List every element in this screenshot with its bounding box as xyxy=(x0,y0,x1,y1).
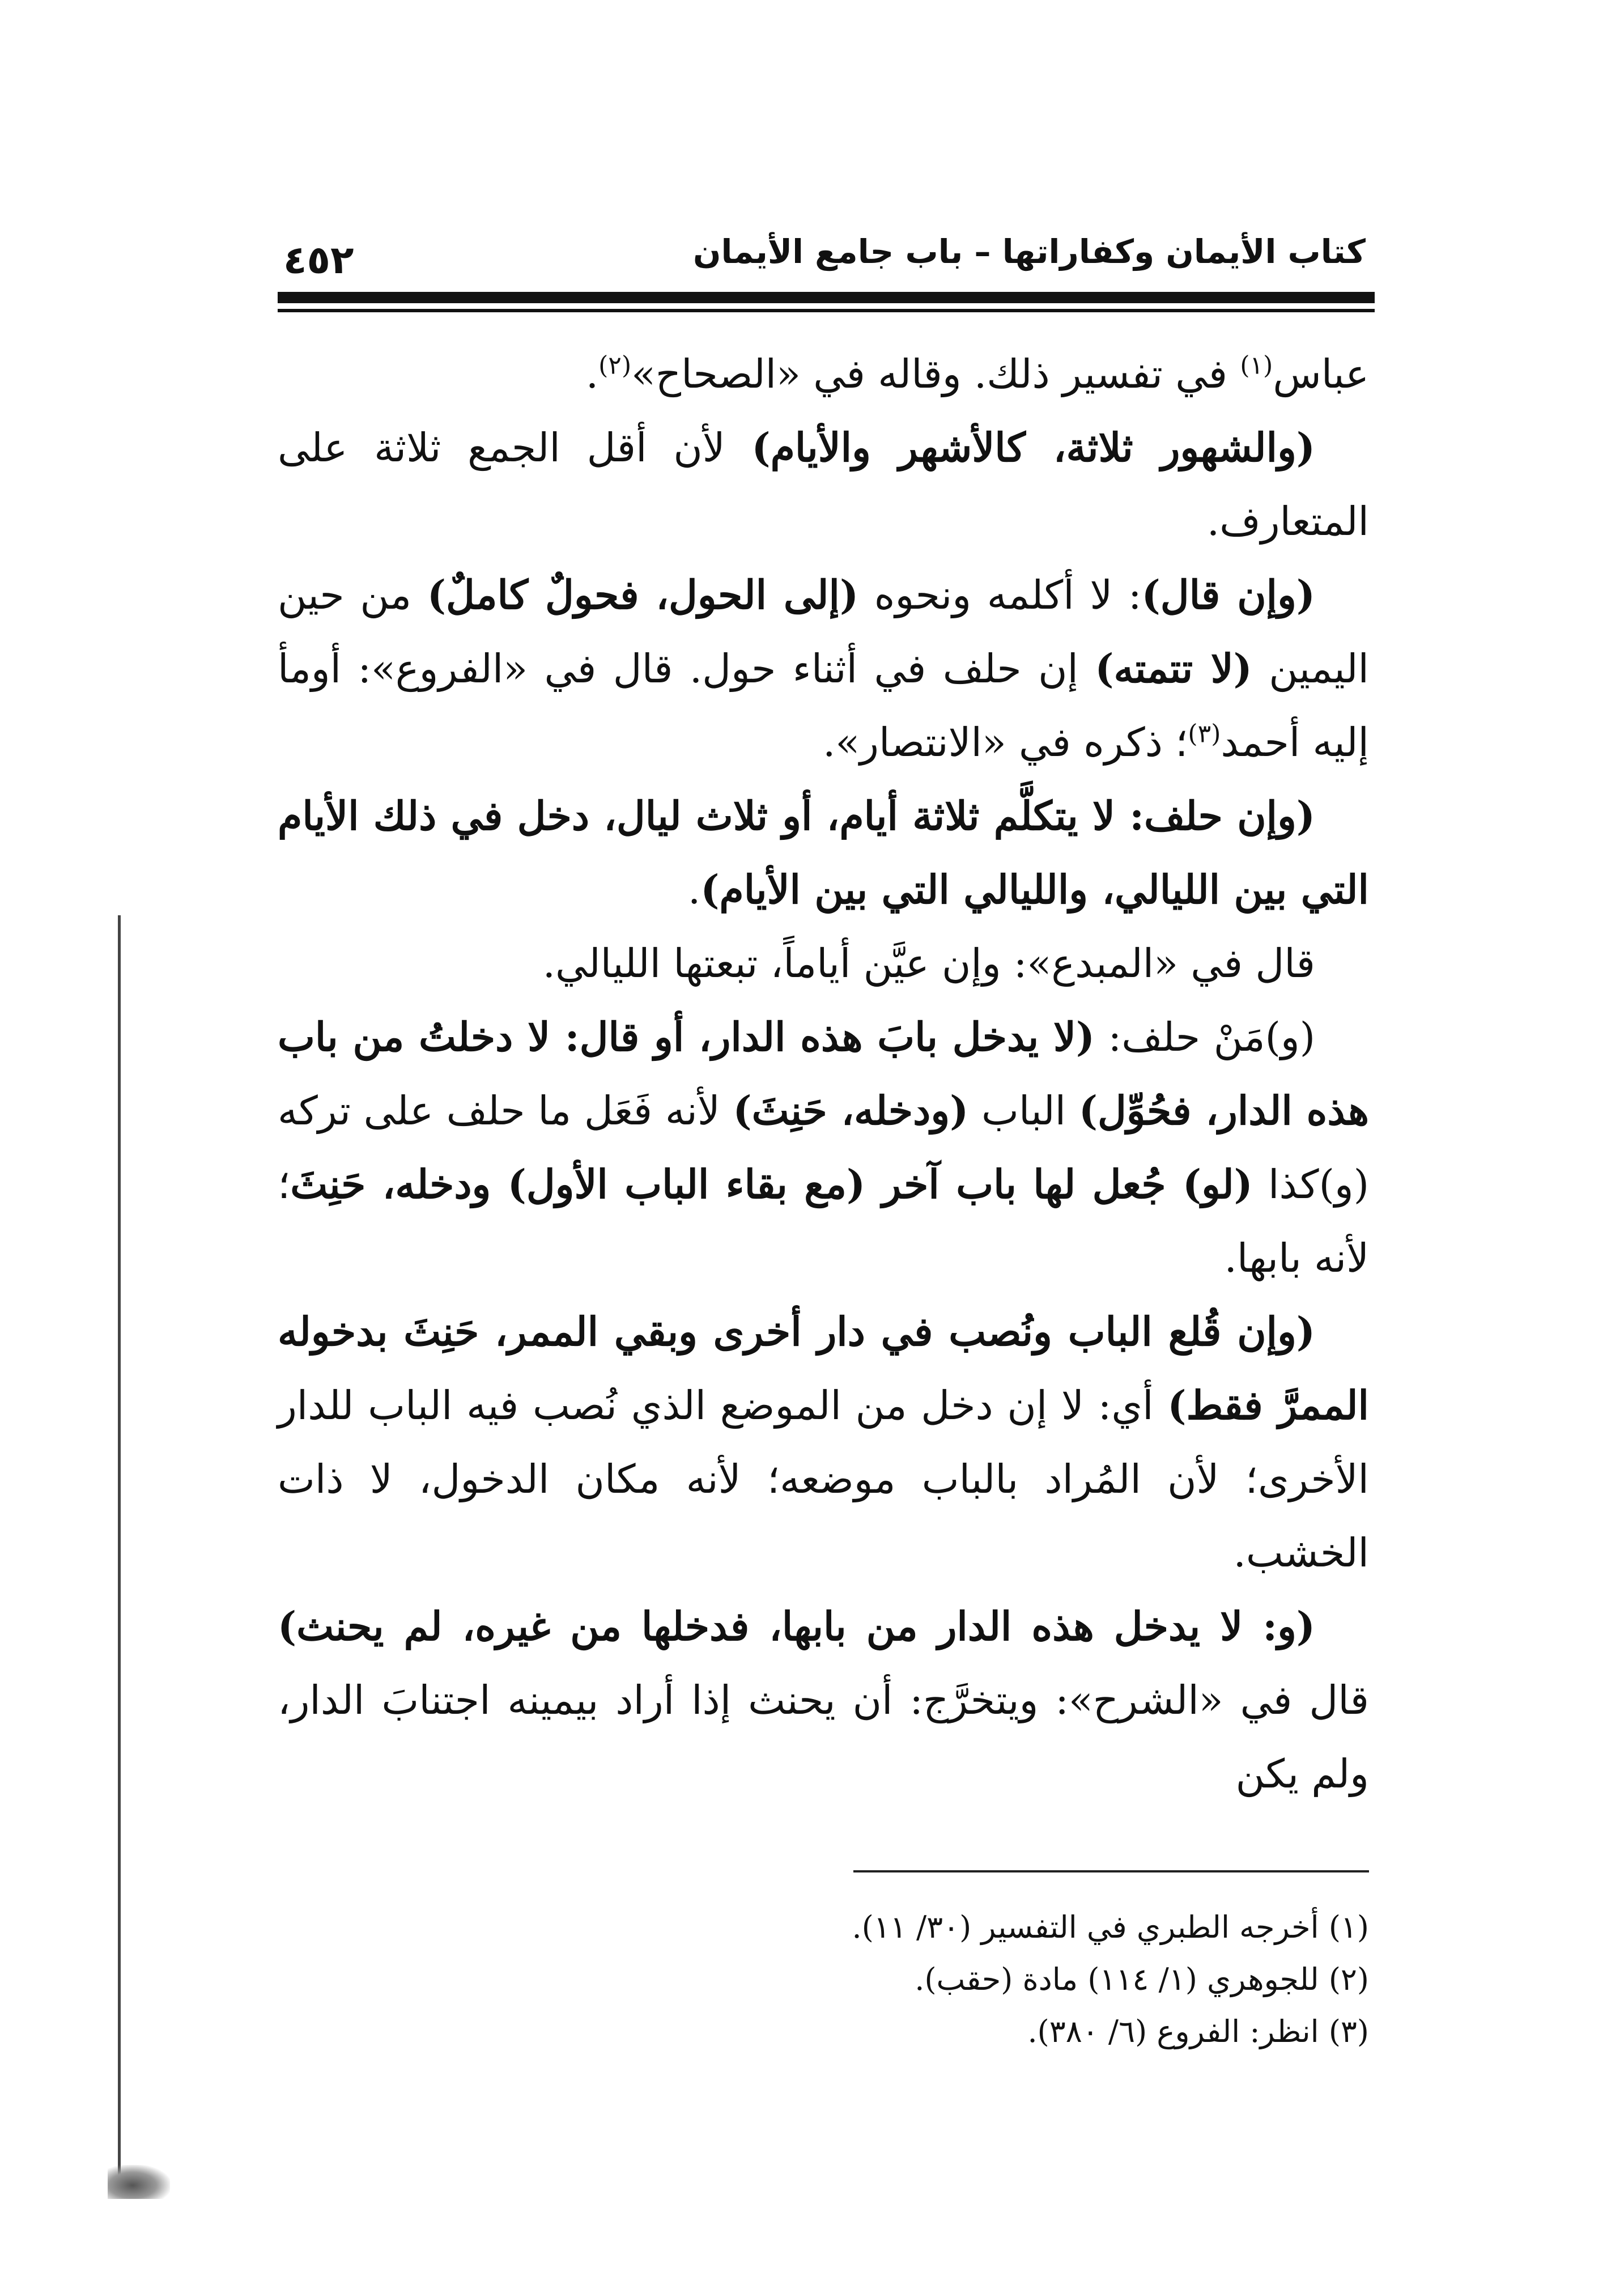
paragraph-3 xyxy=(278,558,1369,779)
text-run: قال في «المبدع»: وإن عيَّن أياماً، تبعتها الليالي. xyxy=(542,940,1315,987)
footnote-1: (١) أخرجه الطبري في التفسير (٣٠/ ١١). xyxy=(852,1909,1369,1945)
text-run: لأن أقل الجمع ثلاثة على المتعارف. xyxy=(278,424,1369,545)
paragraph-4 xyxy=(278,779,1369,927)
bold-text-run: (لو) جُعل لها باب آخر (مع بقاء الباب الأول) ودخله، حَنِثَ xyxy=(290,1161,1253,1208)
paragraph-6 xyxy=(278,1000,1369,1295)
scan-binding-edge xyxy=(118,915,121,2185)
scan-blot xyxy=(108,2165,170,2199)
footnote-3: (٣) انظر: الفروع (٦/ ٣٨٠). xyxy=(1027,2014,1369,2049)
text-run: من حين اليمين xyxy=(278,572,1369,692)
header-rule-thin xyxy=(278,309,1375,312)
footnotes xyxy=(510,1901,1369,2058)
bold-text-run: (لا يدخل بابَ هذه الدار، أو قال: لا دخلتُ من باب هذه الدار، فحُوِّل) xyxy=(278,1013,1369,1134)
bold-text-run: (إلى الحول، فحولٌ كاملٌ) xyxy=(427,571,859,618)
bold-text-run: (وإن قُلع الباب ونُصب في دار أخرى وبقي الممر، حَنِثَ بدخوله الممرَّ فقط) xyxy=(278,1308,1369,1429)
text-run: . xyxy=(585,351,599,397)
text-run: في تفسير ذلك. وقاله في «الصحاح» xyxy=(631,351,1240,397)
bold-text-run: (والشهور ثلاثة، كالأشهر والأيام) xyxy=(751,424,1316,471)
text-run: : لا أكلمه ونحوه xyxy=(858,572,1142,618)
text-run: إن حلف في أثناء حول. قال في «الفروع»: أومأ إليه أحمد xyxy=(278,646,1369,766)
text-run: ؛ ذكره في «الانتصار». xyxy=(823,719,1188,766)
page-header xyxy=(283,227,1366,289)
footnote-separator xyxy=(853,1870,1369,1872)
text-run: أي: لا إن دخل من الموضع الذي نُصب فيه الباب للدار الأخرى؛ لأن المُراد بالباب موضعه؛ لأنه مكان الدخول، لا ذات الخشب. xyxy=(278,1382,1369,1576)
text-run: . xyxy=(688,867,701,913)
footnote-marker-2: (٢) xyxy=(598,351,632,380)
footnote-marker-1: (١) xyxy=(1240,351,1273,380)
text-run: الباب xyxy=(968,1088,1079,1134)
text-run: (و)مَنْ حلف: xyxy=(1095,1014,1315,1060)
bold-text-run: (وإن قال) xyxy=(1141,571,1315,618)
text-run: عباس xyxy=(1273,351,1369,397)
bold-text-run: (لا تتمته) xyxy=(1095,645,1252,692)
text-run: ؛ لأنه بابها. xyxy=(278,1161,1369,1281)
paragraph-8 xyxy=(278,1590,1369,1811)
bold-text-run: (ودخله، حَنِثَ) xyxy=(733,1087,969,1134)
page-number: ٤٥٢ xyxy=(283,238,354,283)
footnote-2: (٢) للجوهري (١/ ١١٤) مادة (حقب). xyxy=(915,1961,1369,1997)
main-text xyxy=(278,337,1369,1811)
footnote-marker-3: (٣) xyxy=(1188,719,1221,749)
text-run: لأنه فَعَل ما حلف على تركه (و)كذا xyxy=(278,1088,1369,1208)
header-rule-thick xyxy=(278,292,1375,303)
text-run: قال في «الشرح»: ويتخرَّج: أن يحنث إذا أراد بيمينه اجتنابَ الدار، ولم يكن xyxy=(278,1677,1369,1797)
paragraph-7 xyxy=(278,1295,1369,1590)
bold-text-run: (و: لا يدخل هذه الدار من بابها، فدخلها من غيره، لم يحنث) xyxy=(278,1603,1315,1650)
running-title: كتاب الأيمان وكفاراتها – باب جامع الأيمان xyxy=(692,232,1366,271)
paragraph-2 xyxy=(278,411,1369,558)
paragraph-5 xyxy=(278,927,1369,1000)
paragraph-1 xyxy=(278,337,1369,411)
bold-text-run: (وإن حلف: لا يتكلَّم ثلاثة أيام، أو ثلاث ليال، دخل في ذلك الأيام التي بين الليالي، والليالي التي بين الأيام) xyxy=(278,792,1369,913)
